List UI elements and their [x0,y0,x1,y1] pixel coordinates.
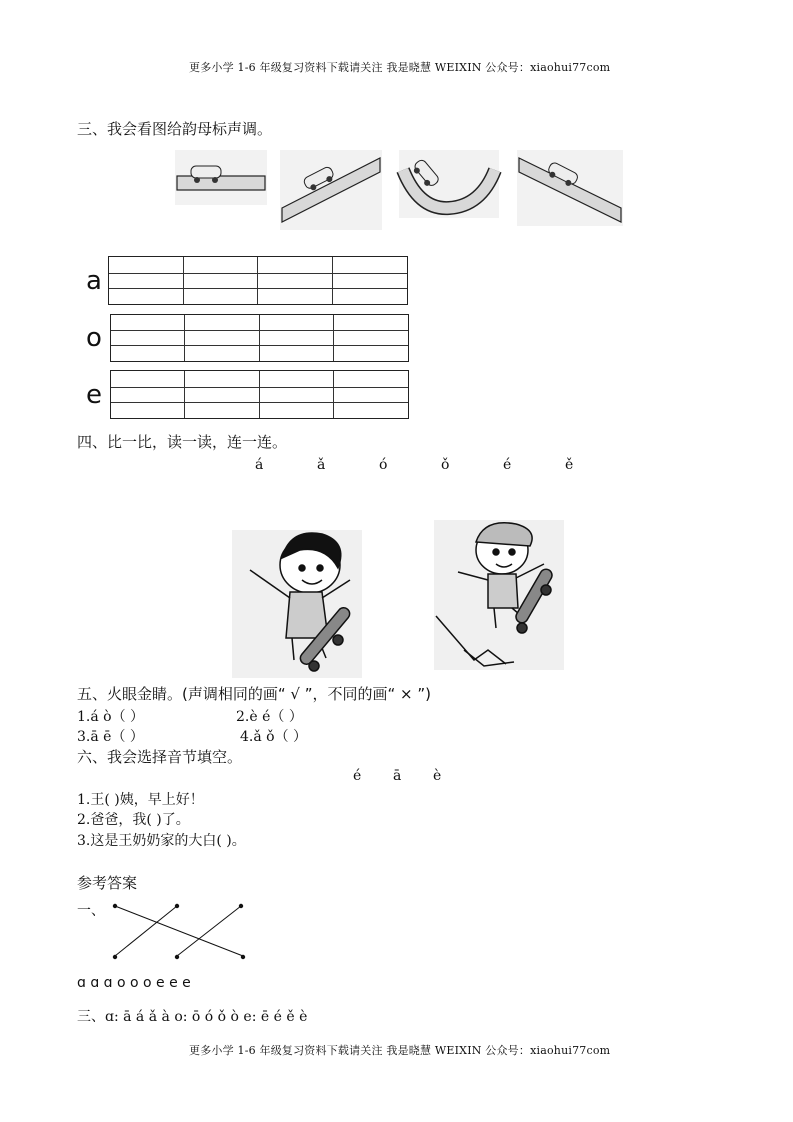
section-6-choice-2: ā [393,768,402,784]
section-5-item-2: 2.è é（ ） [236,709,303,725]
vowel-e-label: e [86,380,102,410]
section-6-item-2: 2.爸爸，我( )了。 [77,812,190,828]
dip-road-car-icon [399,150,499,218]
section-3-title: 三、我会看图给韵母标声调。 [77,120,273,138]
rising-road-car-icon [280,150,382,230]
vowel-o-label: o [86,323,102,353]
tone-grid-a [108,256,408,305]
tone-grid-e [110,370,409,419]
answers-q1-label: 一、 [77,903,105,919]
section-4-title: 四、比一比，读一读，连一连。 [77,433,288,451]
page-footer: 更多小学 1-6 年级复习资料下载请关注 我是晓慧 WEIXIN 公众号：xiaohui77com [189,1044,611,1057]
answers-q1-row: ɑ ɑ ɑ o o o e e e [77,975,191,991]
tone-option: ǎ [317,457,326,473]
section-5-item-4: 4.ǎ ǒ（ ） [240,729,308,745]
tone-option: ó [379,457,388,473]
tone-option: á [255,457,264,473]
car-tone-illustrations [175,150,625,232]
answer-matching-lines [105,900,255,966]
tone-option: ě [565,457,574,473]
section-5-title: 五、火眼金睛。(声调相同的画“ √ ”，不同的画“ × ”) [77,685,431,703]
flat-road-car-icon [175,150,267,205]
section-6-item-3: 3.这是王奶奶家的大白( )。 [77,833,246,849]
section-6-item-1: 1.王( )姨，早上好！ [77,792,204,808]
answers-title: 参考答案 [77,874,138,892]
section-6-choice-1: é [353,768,362,784]
section-6-title: 六、我会选择音节填空。 [77,748,243,766]
section-5-item-3: 3.ā ē（ ） [77,729,144,745]
tone-option: ǒ [441,457,450,473]
section-5-item-1: 1.á ò（ ） [77,709,145,725]
vowel-a-label: a [86,266,102,296]
falling-road-car-icon [517,150,623,226]
boy-skateboard-right-icon [434,520,564,670]
tone-grid-o [110,314,409,362]
page-header: 更多小学 1-6 年级复习资料下载请关注 我是晓慧 WEIXIN 公众号：xiaohui77com [189,61,611,74]
skateboard-boys-illustration [230,520,570,680]
section-6-choice-3: è [433,768,442,784]
tone-option: é [503,457,512,473]
answers-q3-line: 三、ɑ: ā á ǎ à o: ō ó ǒ ò e: ē é ě è [77,1009,308,1025]
tone-options-row [255,454,627,473]
boy-skateboard-left-icon [232,530,362,678]
